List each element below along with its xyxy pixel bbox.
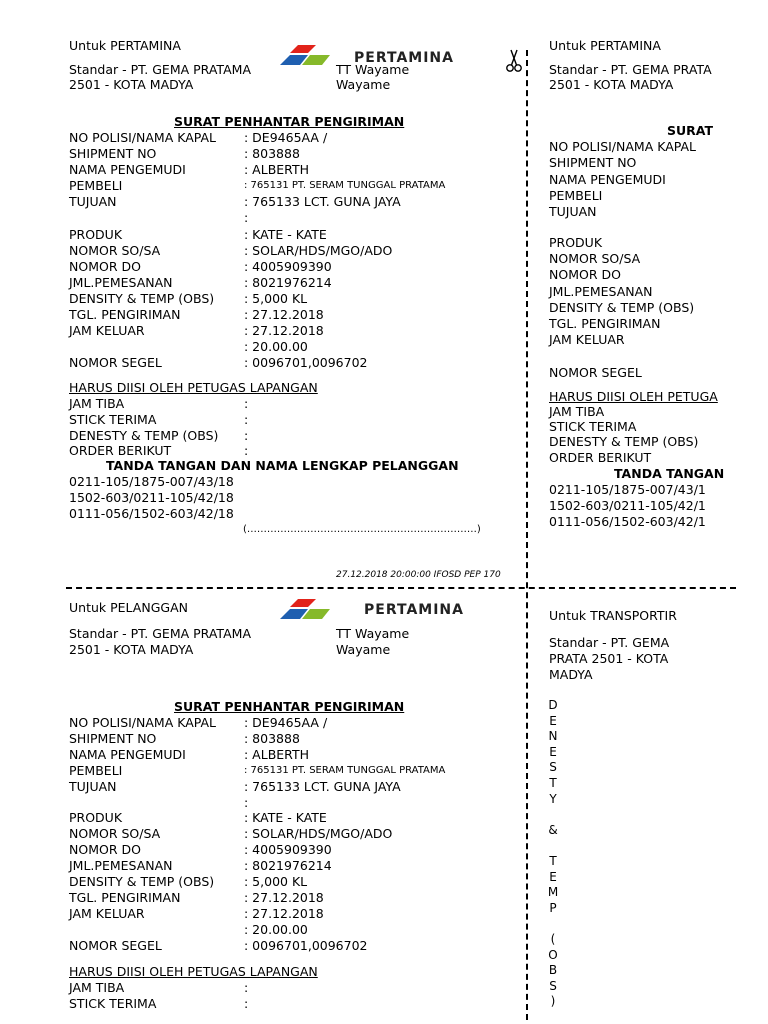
field-value: : [244, 428, 249, 443]
field-value: : [244, 795, 249, 810]
field-value: : 765133 LCT. GUNA JAYA [244, 194, 401, 209]
vertical-char: E [549, 869, 557, 884]
field-label: TGL. PENGIRIMAN [69, 890, 181, 905]
field-label: PEMBELI [69, 178, 123, 193]
vertical-char: O [548, 947, 558, 962]
field-label: JAM TIBA [69, 980, 125, 995]
field-label: JAM KELUAR [69, 906, 145, 921]
vertical-char: P [549, 900, 557, 915]
field-label: ORDER BERIKUT [549, 450, 652, 465]
terminal-line-1: TT Wayame [336, 62, 410, 77]
document-title-right: SURAT [667, 123, 714, 138]
field-value: : SOLAR/HDS/MGO/ADO [244, 243, 393, 258]
field-label: DENESTY & TEMP (OBS) [549, 434, 699, 449]
field-value: : 27.12.2018 [244, 906, 324, 921]
code-line-right-2: 1502-603/0211-105/42/1 [549, 498, 706, 513]
field-value: : [244, 443, 249, 458]
copy-header-right: Untuk PERTAMINA [549, 38, 661, 53]
code-line-3: 0111-056/1502-603/42/18 [69, 506, 234, 521]
field-label: STICK TERIMA [69, 996, 157, 1011]
signature-line: (……………………………………………………………) [243, 524, 481, 535]
terminal-line-2: Wayame [336, 77, 391, 92]
vertical-cut-line [526, 50, 528, 1020]
field-label: NAMA PENGEMUDI [549, 172, 666, 187]
field-value: : 27.12.2018 [244, 323, 324, 338]
field-value: : 803888 [244, 146, 300, 161]
field-label: NAMA PENGEMUDI [69, 162, 186, 177]
field-label: PRODUK [69, 810, 123, 825]
field-label: TUJUAN [69, 779, 117, 794]
vertical-char: S [549, 760, 557, 775]
field-value: : 27.12.2018 [244, 307, 324, 322]
standar-line-right: Standar - PT. GEMA PRATA [549, 62, 712, 77]
field-label: JML.PEMESANAN [69, 858, 173, 873]
pertamina-logo [276, 42, 506, 70]
standar-line-transportir-1: Standar - PT. GEMA [549, 635, 670, 650]
field-value: : KATE - KATE [244, 227, 327, 242]
field-value: : 5,000 KL [244, 291, 308, 306]
code-line-right-3: 0111-056/1502-603/42/1 [549, 514, 706, 529]
code-line-1: 0211-105/1875-007/43/18 [69, 474, 234, 489]
field-label: STICK TERIMA [69, 412, 157, 427]
vertical-char: ( [550, 931, 556, 946]
field-label: DENESTY & TEMP (OBS) [69, 428, 219, 443]
field-label: PEMBELI [549, 188, 603, 203]
code-line-2: 1502-603/0211-105/42/18 [69, 490, 234, 505]
terminal-line-1-bottom: TT Wayame [336, 626, 410, 641]
field-label: JML.PEMESANAN [69, 275, 173, 290]
field-value: : ALBERTH [244, 162, 309, 177]
field-value: : ALBERTH [244, 747, 309, 762]
field-value: : SOLAR/HDS/MGO/ADO [244, 826, 393, 841]
field-value: : 765133 LCT. GUNA JAYA [244, 779, 401, 794]
vertical-char: S [549, 978, 557, 993]
vertical-char: T [549, 775, 557, 790]
code-line-right-1: 0211-105/1875-007/43/1 [549, 482, 706, 497]
field-label: NOMOR SEGEL [549, 365, 642, 380]
field-value: : 27.12.2018 [244, 890, 324, 905]
field-value: : KATE - KATE [244, 810, 327, 825]
field-value: : 4005909390 [244, 259, 332, 274]
vertical-char [546, 838, 560, 854]
document-title-bottom: SURAT PENHANTAR PENGIRIMAN [174, 699, 405, 714]
field-value: : 8021976214 [244, 858, 332, 873]
petugas-title-bottom: HARUS DIISI OLEH PETUGAS LAPANGAN [69, 964, 318, 979]
field-label: TGL. PENGIRIMAN [549, 316, 661, 331]
field-value: : 20.00.00 [244, 339, 308, 354]
field-label: SHIPMENT NO [69, 731, 157, 746]
field-label: PRODUK [549, 235, 603, 250]
field-label: SHIPMENT NO [549, 155, 637, 170]
field-value: : 8021976214 [244, 275, 332, 290]
standar-line-transportir-3: MADYA [549, 667, 593, 682]
copy-header-transportir: Untuk TRANSPORTIR [549, 608, 677, 623]
field-label: NOMOR SEGEL [69, 355, 162, 370]
field-label: TUJUAN [549, 204, 597, 219]
field-label: NOMOR SO/SA [549, 251, 641, 266]
pertamina-emblem-icon [276, 596, 356, 624]
terminal-line-2-bottom: Wayame [336, 642, 391, 657]
field-label: PEMBELI [69, 763, 123, 778]
field-label: NOMOR DO [69, 259, 141, 274]
signature-title-right: TANDA TANGAN [614, 466, 725, 481]
field-label: NOMOR SO/SA [69, 243, 161, 258]
field-label: STICK TERIMA [549, 419, 637, 434]
field-label: NO POLISI/NAMA KAPAL [549, 139, 697, 154]
field-value: : [244, 980, 249, 995]
field-value: : 765131 PT. SERAM TUNGGAL PRATAMA [244, 180, 446, 191]
field-label: NAMA PENGEMUDI [69, 747, 186, 762]
vertical-char: ) [550, 994, 556, 1009]
field-label: JAM KELUAR [549, 332, 625, 347]
vertical-density-label [546, 698, 560, 1010]
field-label: JAM TIBA [69, 396, 125, 411]
field-value: : 4005909390 [244, 842, 332, 857]
copy-header: Untuk PERTAMINA [69, 38, 181, 53]
field-label: NO POLISI/NAMA KAPAL [69, 130, 217, 145]
vertical-char: E [549, 713, 557, 728]
standar-line-transportir-2: PRATA 2501 - KOTA [549, 651, 669, 666]
vertical-char: B [548, 963, 558, 978]
field-label: NOMOR DO [69, 842, 141, 857]
vertical-char [546, 916, 560, 932]
petugas-title: HARUS DIISI OLEH PETUGAS LAPANGAN [69, 380, 318, 395]
brand-name: PERTAMINA [354, 50, 454, 66]
field-value: : [244, 996, 249, 1011]
field-value: : 765131 PT. SERAM TUNGGAL PRATAMA [244, 765, 446, 776]
pertamina-logo-bottom [276, 596, 506, 624]
vertical-char: T [549, 853, 557, 868]
signature-title: TANDA TANGAN DAN NAMA LENGKAP PELANGGAN [106, 458, 459, 473]
pertamina-emblem-icon [276, 42, 356, 70]
vertical-char: M [547, 885, 559, 900]
standar-line-bottom: Standar - PT. GEMA PRATAMA [69, 626, 251, 641]
standar-line: Standar - PT. GEMA PRATAMA [69, 62, 251, 77]
field-value: : DE9465AA / [244, 715, 328, 730]
field-value: : 0096701,0096702 [244, 938, 368, 953]
brand-name: PERTAMINA [364, 602, 464, 618]
field-label: NOMOR DO [549, 267, 621, 282]
field-label: NOMOR SO/SA [69, 826, 161, 841]
field-value: : 20.00.00 [244, 922, 308, 937]
field-label: TUJUAN [69, 194, 117, 209]
kota-line: 2501 - KOTA MADYA [69, 77, 194, 92]
field-label: JAM KELUAR [69, 323, 145, 338]
vertical-char: N [548, 729, 558, 744]
vertical-char: E [549, 744, 557, 759]
vertical-char [546, 807, 560, 823]
field-value: : 0096701,0096702 [244, 355, 368, 370]
field-label: TGL. PENGIRIMAN [69, 307, 181, 322]
field-label: DENSITY & TEMP (OBS) [69, 874, 215, 889]
kota-line-right: 2501 - KOTA MADYA [549, 77, 674, 92]
footer-stamp: 27.12.2018 20:00:00 IFOSD PEP 170 [336, 570, 501, 580]
field-label: DENSITY & TEMP (OBS) [69, 291, 215, 306]
field-label: ORDER BERIKUT [69, 443, 172, 458]
field-label: JML.PEMESANAN [549, 284, 653, 299]
kota-line-bottom: 2501 - KOTA MADYA [69, 642, 194, 657]
scissors-icon [506, 48, 522, 74]
copy-header-bottom: Untuk PELANGGAN [69, 600, 188, 615]
vertical-char: Y [549, 791, 557, 806]
field-label: PRODUK [69, 227, 123, 242]
vertical-char: & [548, 822, 558, 837]
field-value: : [244, 210, 249, 225]
field-label: NOMOR SEGEL [69, 938, 162, 953]
horizontal-cut-line [66, 587, 736, 589]
field-value: : 5,000 KL [244, 874, 308, 889]
field-value: : DE9465AA / [244, 130, 328, 145]
field-value: : 803888 [244, 731, 300, 746]
field-value: : [244, 412, 249, 427]
field-label: JAM TIBA [549, 404, 605, 419]
vertical-char: D [548, 698, 558, 712]
field-label: SHIPMENT NO [69, 146, 157, 161]
field-label: NO POLISI/NAMA KAPAL [69, 715, 217, 730]
field-label: DENSITY & TEMP (OBS) [549, 300, 695, 315]
petugas-title-right: HARUS DIISI OLEH PETUGA [549, 389, 718, 404]
field-value: : [244, 396, 249, 411]
document-title: SURAT PENHANTAR PENGIRIMAN [174, 114, 405, 129]
